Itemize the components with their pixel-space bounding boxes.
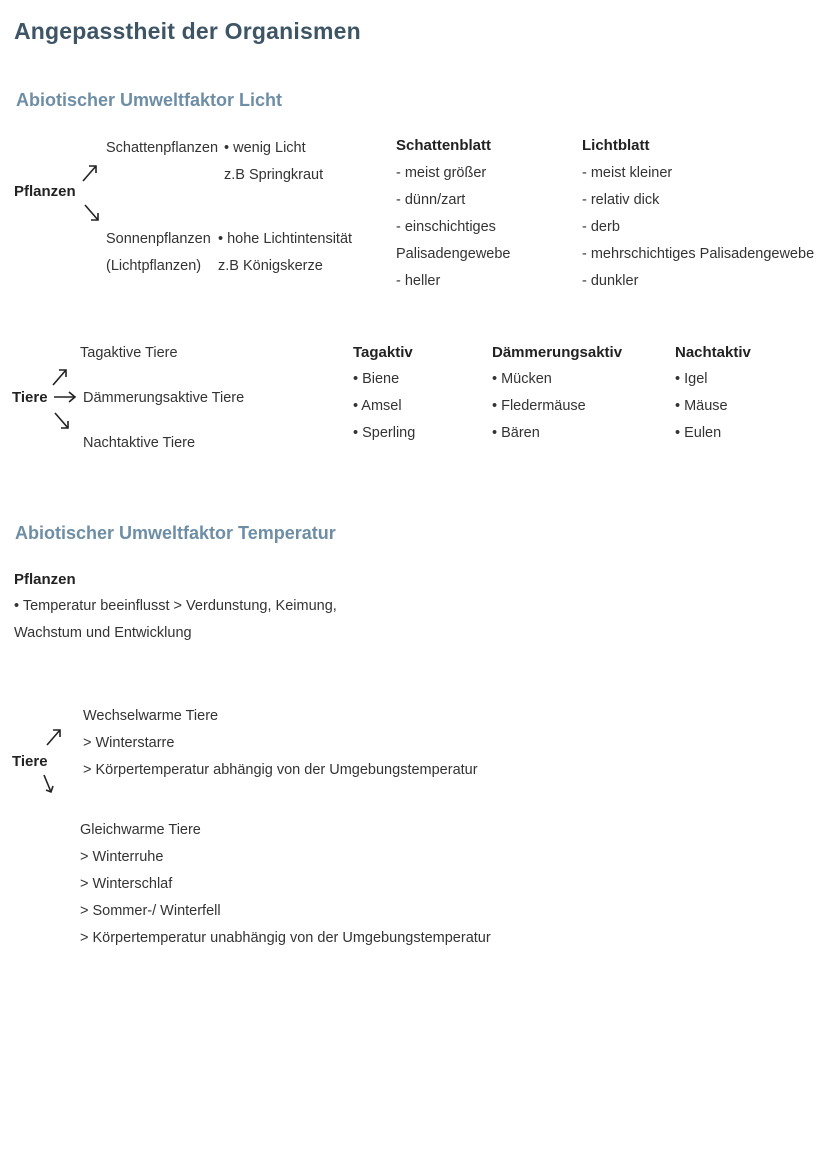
list-item: > Sommer-/ Winterfell [80,903,221,919]
list-item: - heller [396,273,441,289]
list-item: - relativ dick [582,192,660,208]
arrow-right-icon [52,390,78,404]
pflanzen-label: Pflanzen [14,183,76,200]
arrow-up-right-icon [50,366,70,388]
section-heading-licht: Abiotischer Umweltfaktor Licht [16,90,283,110]
list-item: • Biene [353,371,400,387]
sonnenpflanzen-alt: (Lichtpflanzen) [106,258,202,274]
temperatur-pflanzen-line1: • Temperatur beeinflusst > Verdunstung, Keimung, [14,598,337,614]
gleichwarme-heading: Gleichwarme Tiere [80,822,201,838]
list-item: • Bären [492,425,540,441]
list-item: - dünn/zart [396,192,466,208]
list-item: • Sperling [353,425,416,441]
arrow-up-right-icon [80,162,100,184]
page-title: Angepasstheit der Organismen [14,18,361,44]
list-item: > Körpertemperatur unabhängig von der Umgebungstemperatur [80,930,491,946]
arrow-down-right-icon [40,773,58,795]
tiere-label: Tiere [12,389,48,406]
daemmerungsaktive-tiere-label: Dämmerungsaktive Tiere [83,390,245,406]
list-item: • Eulen [675,425,722,441]
list-item: - meist größer [396,165,487,181]
list-item: - derb [582,219,620,235]
lichtblatt-heading: Lichtblatt [582,137,650,154]
temperatur-pflanzen-label: Pflanzen [14,571,76,588]
schattenpflanzen-example: z.B Springkraut [224,167,324,183]
list-item: - dunkler [582,273,639,289]
sonnenpflanzen-desc: • hohe Lichtintensität [218,231,353,247]
list-item: - mehrschichtiges Palisadengewebe [582,246,815,262]
list-item: - einschichtiges [396,219,496,235]
temperatur-pflanzen-line2: Wachstum und Entwicklung [14,625,192,641]
schattenpflanzen-label: Schattenpflanzen [106,140,219,156]
list-item: > Winterstarre [83,735,175,751]
schattenpflanzen-desc: • wenig Licht [224,140,306,156]
section-heading-temperatur: Abiotischer Umweltfaktor Temperatur [15,523,336,543]
list-item: • Mücken [492,371,552,387]
nachtaktive-tiere-label: Nachtaktive Tiere [83,435,196,451]
temperatur-tiere-label: Tiere [12,753,48,770]
list-item: • Amsel [353,398,402,414]
nachtaktiv-heading: Nachtaktiv [675,344,751,361]
arrow-down-right-icon [82,202,102,224]
arrow-down-right-icon [52,410,72,432]
list-item: • Mäuse [675,398,728,414]
sonnenpflanzen-example: z.B Königskerze [218,258,323,274]
list-item: - meist kleiner [582,165,673,181]
wechselwarme-heading: Wechselwarme Tiere [83,708,219,724]
list-item: Palisadengewebe [396,246,511,262]
tagaktive-tiere-label: Tagaktive Tiere [80,345,178,361]
list-item: > Winterschlaf [80,876,173,892]
schattenblatt-heading: Schattenblatt [396,137,492,154]
daemmerungsaktiv-heading: Dämmerungsaktiv [492,344,623,361]
sonnenpflanzen-label: Sonnenpflanzen [106,231,211,247]
list-item: • Fledermäuse [492,398,586,414]
list-item: > Winterruhe [80,849,164,865]
list-item: > Körpertemperatur abhängig von der Umgebungstemperatur [83,762,478,778]
list-item: • Igel [675,371,708,387]
tagaktiv-heading: Tagaktiv [353,344,413,361]
arrow-up-right-icon [44,726,64,748]
